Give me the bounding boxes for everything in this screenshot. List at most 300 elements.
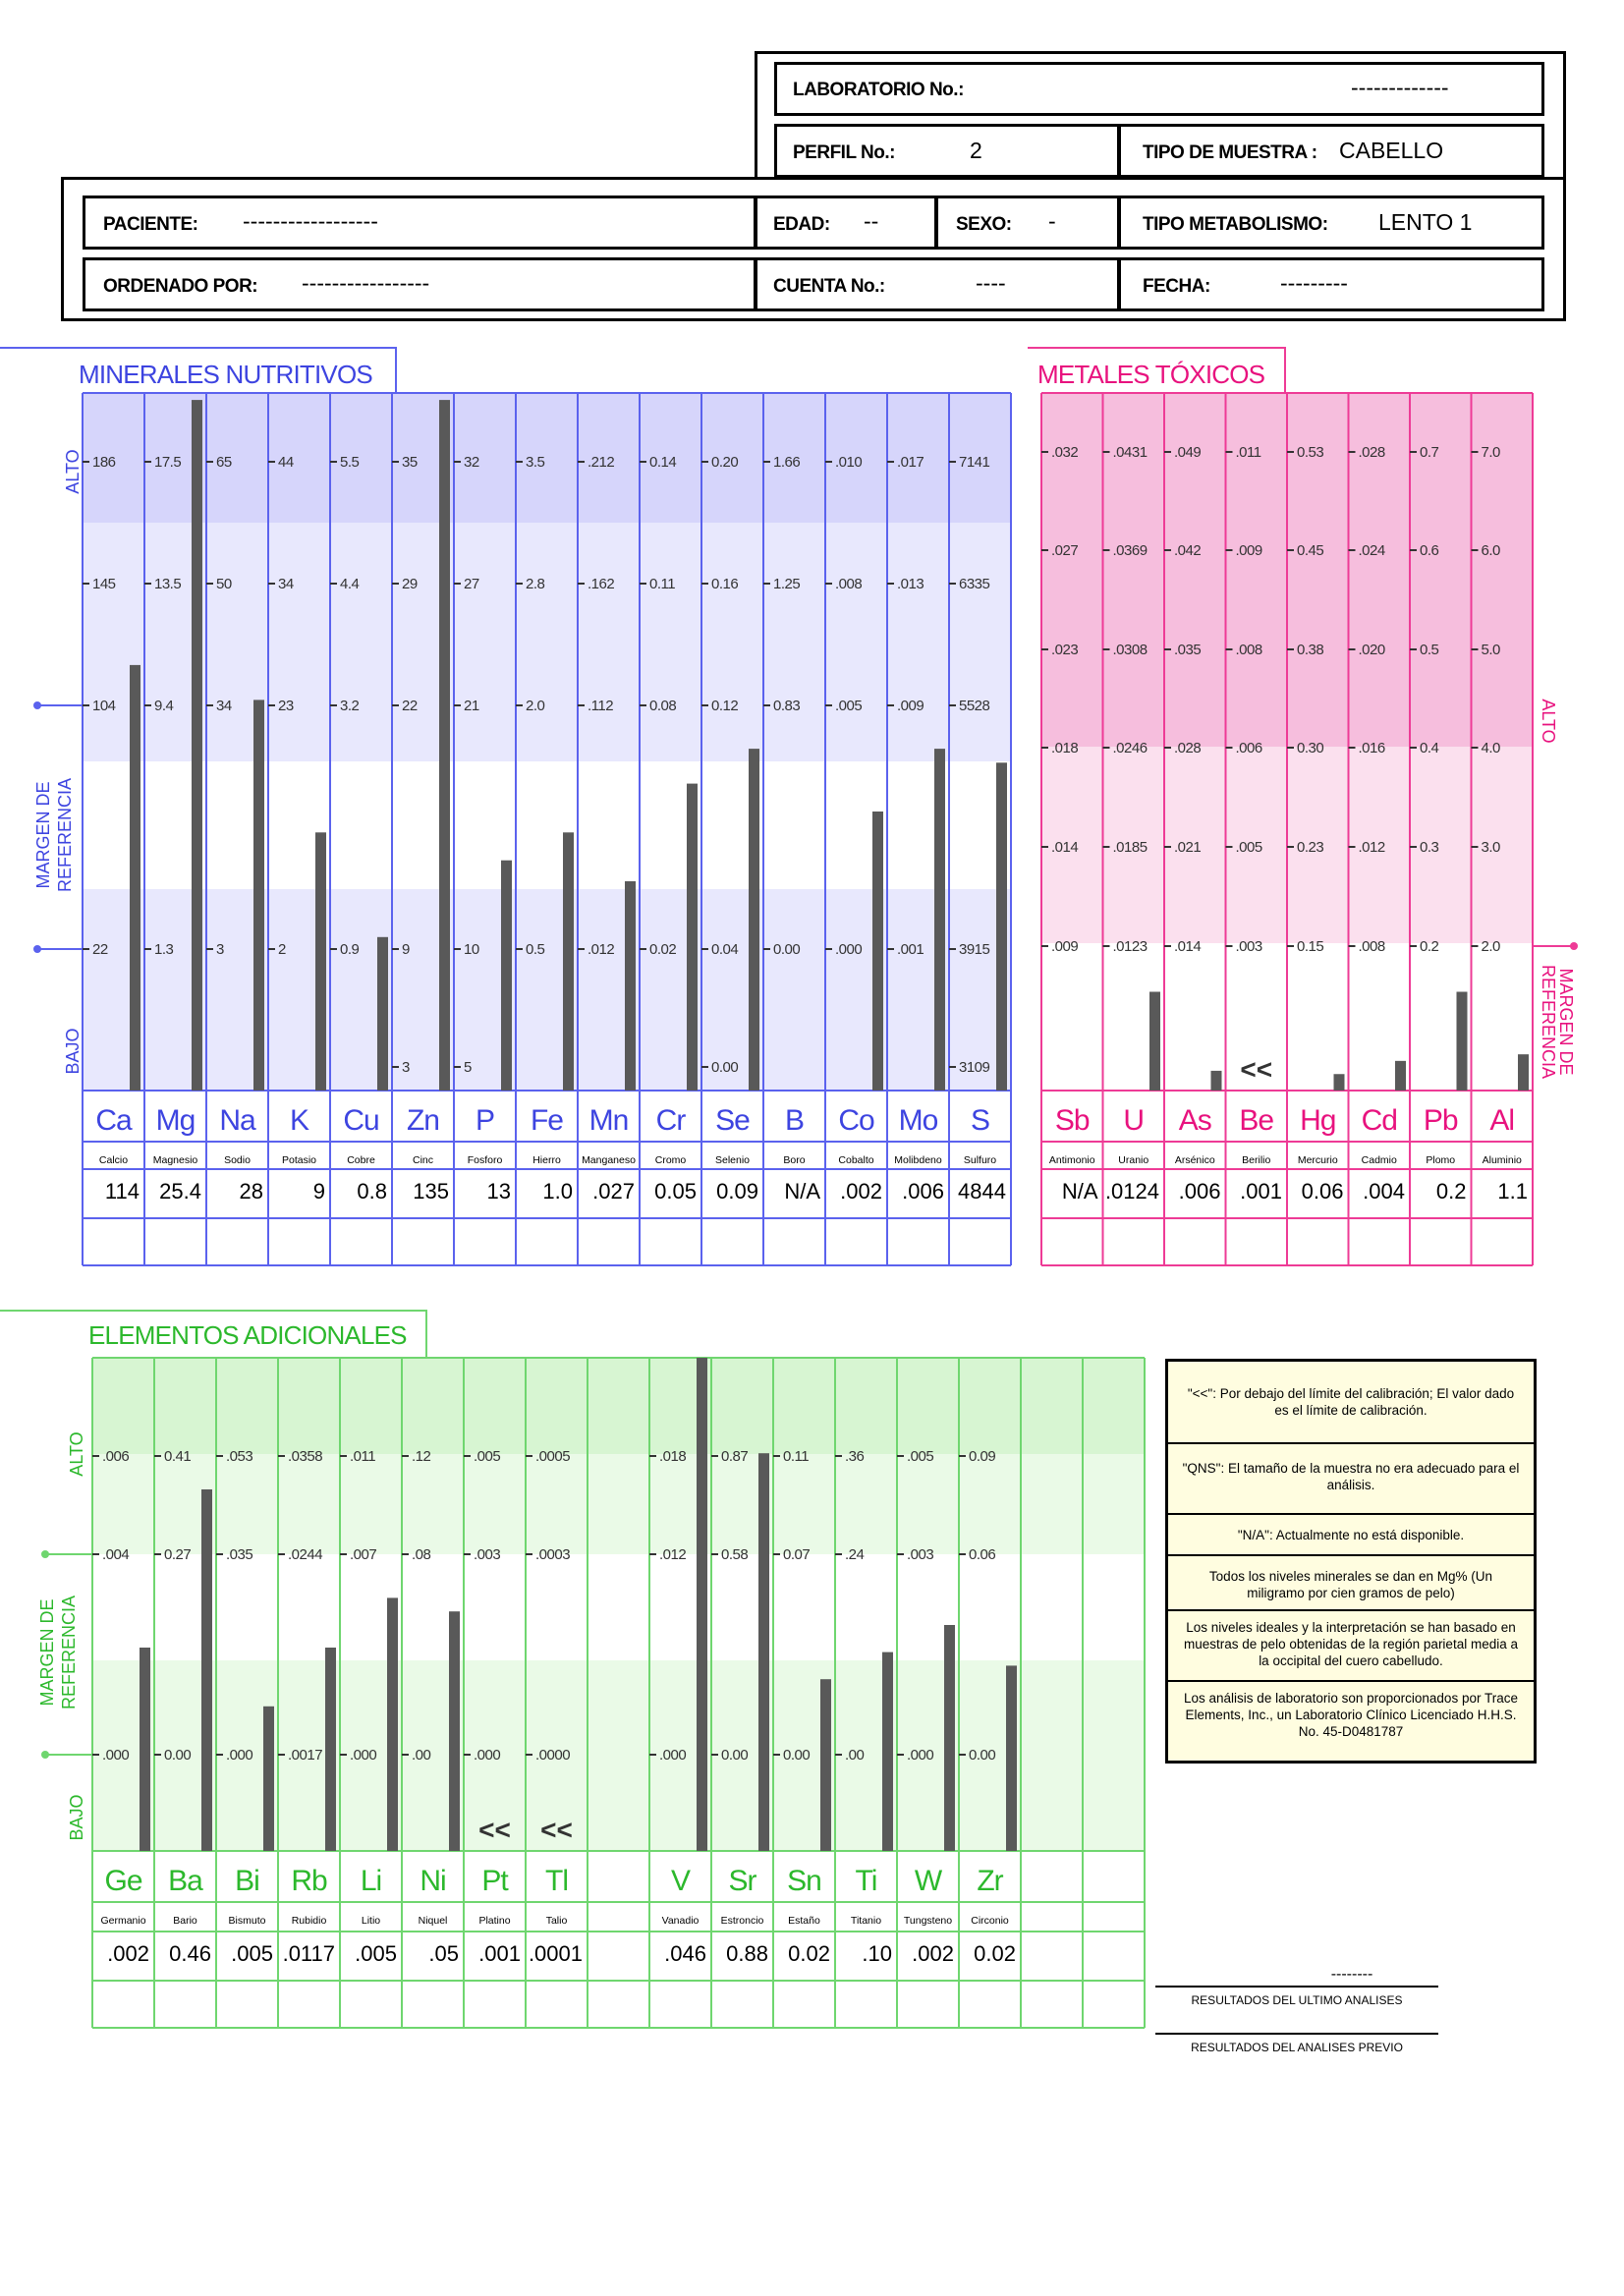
tick-label: .018 [1051, 740, 1079, 756]
tick-label: .000 [659, 1747, 687, 1764]
tick-label: 6.0 [1481, 542, 1500, 559]
tick-label: 3109 [959, 1059, 990, 1076]
tick-label: 9.4 [154, 698, 174, 714]
tick-label: .162 [588, 576, 615, 592]
note-divider [1168, 1609, 1534, 1611]
tick-label: 0.04 [711, 941, 739, 958]
element-name: Titanio [850, 1915, 882, 1927]
reference-low-dot [33, 945, 41, 953]
element-name: Cobalto [838, 1154, 874, 1166]
tick-label: .0358 [288, 1448, 323, 1465]
tick-label: .012 [1358, 839, 1385, 856]
tick-label: .053 [226, 1448, 253, 1465]
element-symbol-mo: Mo [898, 1104, 938, 1137]
tick-label: .023 [1051, 642, 1079, 658]
tick-label: .0005 [535, 1448, 571, 1465]
tick-label: 0.9 [340, 941, 360, 958]
result-value-ti: .10 [862, 1941, 892, 1966]
fecha-label: FECHA: [1143, 276, 1210, 297]
bar-mo [934, 749, 945, 1091]
result-value-hg: 0.06 [1301, 1179, 1344, 1204]
paciente-field [83, 196, 756, 250]
result-value-rb: .0117 [282, 1941, 335, 1966]
tick-label: .018 [659, 1448, 687, 1465]
bar-al [1518, 1054, 1529, 1091]
bar-zn [439, 400, 450, 1091]
tick-label: .027 [1051, 542, 1079, 559]
note-laboratory: Los análisis de laboratorio son proporcionados por Trace Elements, Inc., un Laboratorio Clínico Licenciado H.H.S. No. 45-D0481787 [1184, 1691, 1518, 1739]
ordenado-value: ----------------- [302, 270, 430, 296]
tick-label: .004 [102, 1546, 130, 1563]
tick-label: 0.2 [1420, 938, 1439, 955]
band-3 [83, 889, 1011, 1091]
tick-label: .006 [102, 1448, 130, 1465]
tick-label: .0308 [1112, 642, 1148, 658]
tick-label: .012 [659, 1546, 687, 1563]
result-value-ni: .05 [428, 1941, 459, 1966]
below-calibration-marker: << [478, 1815, 511, 1845]
result-value-ca: 114 [104, 1179, 140, 1204]
result-value-v: .046 [664, 1941, 706, 1966]
bar-v [697, 1358, 707, 1851]
element-symbol-ge: Ge [104, 1865, 142, 1897]
cuenta-field [755, 257, 1120, 311]
tick-label: .0185 [1112, 839, 1148, 856]
reference-high-dot [33, 701, 41, 709]
side-label-referencia: REFERENCIA [59, 1595, 79, 1710]
tick-label: .112 [588, 698, 614, 714]
tick-label: 29 [402, 576, 418, 592]
tick-label: .013 [897, 576, 924, 592]
tick-label: .005 [1235, 839, 1262, 856]
sexo-field [935, 196, 1120, 250]
tick-label: .0000 [535, 1747, 571, 1764]
tick-label: 0.27 [164, 1546, 192, 1563]
band-1 [83, 523, 1011, 761]
result-value-p: 13 [486, 1179, 511, 1204]
bar-ca [130, 665, 140, 1091]
result-value-tl: .0001 [528, 1941, 583, 1966]
result-value-cu: 0.8 [357, 1179, 387, 1204]
tick-label: 0.12 [711, 698, 739, 714]
tipo-metabolismo-value: LENTO 1 [1378, 209, 1473, 235]
tick-label: .006 [1235, 740, 1262, 756]
cuenta-label: CUENTA No.: [773, 276, 885, 297]
element-symbol-ca: Ca [95, 1104, 132, 1137]
tick-label: .016 [1358, 740, 1385, 756]
tipo-muestra-value: CABELLO [1339, 138, 1444, 163]
tick-label: .010 [835, 454, 863, 471]
sexo-label: SEXO: [956, 214, 1012, 235]
bar-k [315, 832, 326, 1091]
tick-label: 13.5 [154, 576, 182, 592]
section-title: METALES TÓXICOS [1037, 360, 1265, 389]
result-value-ba: 0.46 [169, 1941, 211, 1966]
element-symbol-as: As [1178, 1104, 1211, 1137]
tick-label: 34 [216, 698, 232, 714]
element-name: Sodio [224, 1154, 251, 1166]
element-name: Cadmio [1361, 1154, 1397, 1166]
sexo-value: - [1048, 208, 1056, 234]
tick-label: 50 [216, 576, 232, 592]
element-symbol-sn: Sn [787, 1865, 821, 1897]
bar-pb [1457, 992, 1468, 1092]
result-value-b: N/A [784, 1179, 820, 1204]
result-value-w: .002 [912, 1941, 954, 1966]
element-symbol-be: Be [1239, 1104, 1274, 1137]
tick-label: 0.5 [526, 941, 545, 958]
element-symbol-zn: Zn [406, 1104, 440, 1137]
element-symbol-b: B [784, 1104, 805, 1137]
result-value-al: 1.1 [1497, 1179, 1528, 1204]
tipo-muestra-field [1118, 124, 1544, 178]
tick-label: .005 [907, 1448, 934, 1465]
result-value-sb: N/A [1061, 1179, 1098, 1204]
element-name: Cobre [347, 1154, 375, 1166]
tick-label: 0.00 [721, 1747, 749, 1764]
tick-label: 145 [92, 576, 116, 592]
tick-label: 0.14 [649, 454, 677, 471]
note-ideal-levels: Los niveles ideales y la interpretación se han basado en muestras de pelo obtenidas de la región parietal media a la occipital del cuero cabelludo. [1184, 1620, 1518, 1668]
tick-label: 1.3 [154, 941, 174, 958]
element-name: Talio [545, 1915, 568, 1927]
laboratorio-label: LABORATORIO No.: [793, 80, 964, 100]
result-value-zn: 135 [413, 1179, 449, 1204]
element-symbol-mn: Mn [588, 1104, 629, 1137]
tick-label: 2.0 [526, 698, 545, 714]
result-value-ge: .002 [107, 1941, 149, 1966]
tick-label: 0.58 [721, 1546, 749, 1563]
tick-label: .0003 [535, 1546, 571, 1563]
element-symbol-bi: Bi [235, 1865, 259, 1897]
toxic-metals-chart [1022, 344, 1624, 1277]
tick-label: 0.00 [164, 1747, 192, 1764]
tick-label: .0246 [1112, 740, 1148, 756]
note-calibration: "<<": Por debajo del límite del calibración; El valor dado es el límite de calibración. [1187, 1386, 1515, 1418]
tick-label: 5.0 [1481, 642, 1500, 658]
side-label-bajo: BAJO [63, 1028, 83, 1075]
tick-label: .028 [1358, 444, 1385, 461]
tick-label: .212 [588, 454, 615, 471]
element-symbol-li: Li [360, 1865, 382, 1897]
tick-label: 0.02 [649, 941, 677, 958]
element-symbol-pt: Pt [481, 1865, 508, 1897]
tick-label: 0.6 [1420, 542, 1439, 559]
side-label-margen: MARGEN DE [37, 1598, 57, 1707]
bar-bi [263, 1707, 274, 1851]
bar-na [253, 700, 264, 1091]
tick-label: 0.00 [773, 941, 801, 958]
bar-ni [449, 1611, 460, 1851]
tick-label: .049 [1174, 444, 1202, 461]
tick-label: 7141 [959, 454, 990, 471]
tick-label: .003 [474, 1546, 501, 1563]
element-symbol-rb: Rb [291, 1865, 327, 1897]
tick-label: .000 [102, 1747, 130, 1764]
tick-label: .017 [897, 454, 924, 471]
bar-w [944, 1625, 955, 1851]
bar-cd [1395, 1061, 1406, 1091]
result-value-cd: .004 [1363, 1179, 1405, 1204]
bar-as [1211, 1071, 1222, 1091]
tick-label: 0.41 [164, 1448, 192, 1465]
cuenta-value: ---- [976, 270, 1006, 296]
note-divider [1168, 1554, 1534, 1556]
tick-label: 5528 [959, 698, 990, 714]
bar-cu [377, 937, 388, 1091]
tick-label: .009 [1051, 938, 1079, 955]
side-label-alto: ALTO [1539, 699, 1558, 744]
tick-label: .0017 [288, 1747, 323, 1764]
tick-label: 22 [402, 698, 418, 714]
element-name: Estroncio [720, 1915, 764, 1927]
result-value-li: .005 [355, 1941, 397, 1966]
side-label-margen: MARGEN DE [1556, 968, 1576, 1076]
result-value-pt: .001 [478, 1941, 521, 1966]
element-name: Niquel [418, 1915, 448, 1927]
bar-u [1149, 992, 1160, 1092]
bar-se [749, 749, 759, 1091]
element-symbol-w: W [914, 1865, 942, 1897]
tick-label: 0.53 [1297, 444, 1324, 461]
legend-ultimo-dash: -------- [1330, 1966, 1373, 1983]
tick-label: 0.00 [969, 1747, 996, 1764]
tick-label: 0.15 [1297, 938, 1324, 955]
tick-label: .005 [835, 698, 863, 714]
tick-label: 44 [278, 454, 294, 471]
note-units: Todos los niveles minerales se dan en Mg% (Un miligramo por cien gramos de pelo) [1208, 1569, 1493, 1600]
tick-label: 1.66 [773, 454, 801, 471]
tick-label: 6335 [959, 576, 990, 592]
edad-value: -- [864, 208, 879, 234]
tick-label: .003 [1235, 938, 1262, 955]
tick-label: .008 [1358, 938, 1385, 955]
tick-label: .014 [1051, 839, 1079, 856]
notes-box [1165, 1359, 1537, 1764]
element-name: Platino [478, 1915, 511, 1927]
side-label-margen: MARGEN DE [33, 781, 53, 889]
element-symbol-cr: Cr [655, 1104, 686, 1137]
result-value-se: 0.09 [716, 1179, 758, 1204]
element-name: Berilio [1242, 1154, 1271, 1166]
element-name: Antimonio [1048, 1154, 1095, 1166]
tick-label: 22 [92, 941, 108, 958]
tick-label: 0.20 [711, 454, 739, 471]
bar-co [872, 812, 883, 1091]
element-name: Molibdeno [894, 1154, 942, 1166]
element-symbol-mg: Mg [155, 1104, 196, 1137]
element-symbol-se: Se [715, 1104, 750, 1137]
tick-label: .032 [1051, 444, 1079, 461]
bar-p [501, 861, 512, 1091]
tick-label: .001 [897, 941, 924, 958]
band-2 [92, 1554, 1021, 1660]
element-name: Aluminio [1482, 1154, 1522, 1166]
tick-label: 0.7 [1420, 444, 1439, 461]
element-name: Cinc [412, 1154, 434, 1166]
tick-label: .008 [1235, 642, 1262, 658]
note-qns: "QNS": El tamaño de la muestra no era adecuado para el análisis. [1182, 1461, 1520, 1492]
tick-label: .035 [1174, 642, 1202, 658]
note-divider [1168, 1513, 1534, 1515]
tick-label: .011 [350, 1448, 376, 1465]
paciente-label: PACIENTE: [103, 214, 198, 235]
tick-label: 3.0 [1481, 839, 1500, 856]
tick-label: 0.16 [711, 576, 739, 592]
element-name: Arsénico [1174, 1154, 1215, 1166]
tick-label: .005 [474, 1448, 501, 1465]
tick-label: 0.11 [783, 1448, 810, 1465]
tick-label: .0244 [288, 1546, 323, 1563]
perfil-value: 2 [970, 138, 982, 163]
element-name: Potasio [281, 1154, 317, 1166]
element-symbol-p: P [475, 1104, 495, 1137]
tick-label: .024 [1358, 542, 1385, 559]
tipo-metabolismo-field [1118, 196, 1544, 250]
perfil-label: PERFIL No.: [793, 142, 895, 163]
result-value-be: .001 [1240, 1179, 1282, 1204]
element-symbol-sr: Sr [728, 1865, 756, 1897]
element-name: Bismuto [228, 1915, 266, 1927]
tick-label: 0.45 [1297, 542, 1324, 559]
tipo-muestra-label: TIPO DE MUESTRA : [1143, 142, 1317, 163]
perfil-field [774, 124, 1120, 178]
side-label-bajo: BAJO [67, 1794, 86, 1841]
laboratorio-field [774, 62, 1544, 116]
band-2 [83, 761, 1011, 889]
tick-label: 0.06 [969, 1546, 996, 1563]
element-name: Rubidio [291, 1915, 327, 1927]
tick-label: 3.2 [340, 698, 360, 714]
bar-mn [625, 881, 636, 1091]
element-symbol-tl: Tl [545, 1865, 568, 1897]
bar-ge [140, 1648, 150, 1851]
result-value-s: 4844 [958, 1179, 1006, 1204]
bar-hg [1334, 1074, 1345, 1091]
element-name: Selenio [714, 1154, 751, 1166]
tick-label: 0.83 [773, 698, 801, 714]
element-name: Hierro [532, 1154, 561, 1166]
tick-label: 17.5 [154, 454, 182, 471]
element-name: Magnesio [152, 1154, 198, 1166]
edad-label: EDAD: [773, 214, 830, 235]
tick-label: 0.11 [649, 576, 676, 592]
tick-label: 0.09 [969, 1448, 996, 1465]
result-value-sn: 0.02 [788, 1941, 830, 1966]
tick-label: .00 [845, 1747, 865, 1764]
result-value-na: 28 [239, 1179, 263, 1204]
element-symbol-na: Na [219, 1104, 255, 1137]
element-name: Plomo [1426, 1154, 1456, 1166]
legend-ultimo-label: RESULTADOS DEL ULTIMO ANALISES [1191, 1993, 1403, 2007]
tick-label: 7.0 [1481, 444, 1500, 461]
bar-fe [563, 832, 574, 1091]
element-symbol-cd: Cd [1361, 1104, 1397, 1137]
result-value-co: .002 [840, 1179, 882, 1204]
fecha-field [1118, 257, 1544, 311]
bar-sn [820, 1679, 831, 1851]
tick-label: .003 [907, 1546, 934, 1563]
tick-label: 10 [464, 941, 479, 958]
element-name: Vanadio [661, 1915, 700, 1927]
nutritive-minerals-chart [0, 344, 1022, 1277]
element-symbol-hg: Hg [1300, 1104, 1336, 1137]
tick-label: .021 [1174, 839, 1202, 856]
element-name: Bario [173, 1915, 197, 1927]
element-symbol-sb: Sb [1054, 1104, 1090, 1137]
tick-label: 0.30 [1297, 740, 1324, 756]
bar-zr [1006, 1665, 1017, 1851]
tick-label: .028 [1174, 740, 1202, 756]
tick-label: 2.0 [1481, 938, 1500, 955]
tick-label: .014 [1174, 938, 1202, 955]
element-name: Circonio [971, 1915, 1009, 1927]
tick-label: 186 [92, 454, 116, 471]
tick-label: .007 [350, 1546, 377, 1563]
tick-label: .12 [412, 1448, 431, 1465]
side-label-referencia: REFERENCIA [55, 777, 75, 893]
tick-label: 4.4 [340, 576, 360, 592]
element-name: Sulfuro [963, 1154, 997, 1166]
tick-label: .008 [835, 576, 863, 592]
tick-label: .009 [897, 698, 924, 714]
result-value-zr: 0.02 [974, 1941, 1016, 1966]
tick-label: 0.4 [1420, 740, 1439, 756]
tick-label: .009 [1235, 542, 1262, 559]
tick-label: 0.3 [1420, 839, 1439, 856]
tick-label: 35 [402, 454, 418, 471]
section-title: MINERALES NUTRITIVOS [79, 360, 372, 389]
element-name: Litio [361, 1915, 381, 1927]
element-symbol-ni: Ni [420, 1865, 446, 1897]
tick-label: 5 [464, 1059, 472, 1076]
reference-high-dot [41, 1550, 49, 1558]
tick-label: .000 [835, 941, 863, 958]
tick-label: 4.0 [1481, 740, 1500, 756]
bar-mg [192, 400, 202, 1091]
tick-label: .011 [1235, 444, 1261, 461]
result-value-mg: 25.4 [159, 1179, 201, 1204]
result-value-mn: .027 [592, 1179, 635, 1204]
tick-label: .08 [412, 1546, 431, 1563]
tick-label: 32 [464, 454, 479, 471]
bar-cr [687, 784, 698, 1091]
bar-ti [882, 1652, 893, 1851]
element-name: Tungsteno [903, 1915, 953, 1927]
tick-label: 3915 [959, 941, 990, 958]
side-label-alto: ALTO [63, 449, 83, 494]
element-symbol-s: S [970, 1104, 990, 1137]
element-name: Fosforo [467, 1154, 503, 1166]
tick-label: 65 [216, 454, 232, 471]
tick-label: 34 [278, 576, 294, 592]
tick-label: .000 [907, 1747, 934, 1764]
laboratorio-value: ------------- [1351, 75, 1449, 100]
legend-previo-line [1155, 2033, 1438, 2035]
tick-label: 0.00 [711, 1059, 739, 1076]
result-value-fe: 1.0 [542, 1179, 573, 1204]
tick-label: 1.25 [773, 576, 801, 592]
legend-previo-label: RESULTADOS DEL ANALISES PREVIO [1191, 2041, 1403, 2054]
reference-low-dot [41, 1751, 49, 1759]
element-name: Boro [783, 1154, 806, 1166]
tick-label: 0.07 [783, 1546, 811, 1563]
bar-li [387, 1597, 398, 1851]
tick-label: 3.5 [526, 454, 545, 471]
tick-label: 3 [216, 941, 224, 958]
note-divider [1168, 1680, 1534, 1682]
tick-label: 23 [278, 698, 294, 714]
